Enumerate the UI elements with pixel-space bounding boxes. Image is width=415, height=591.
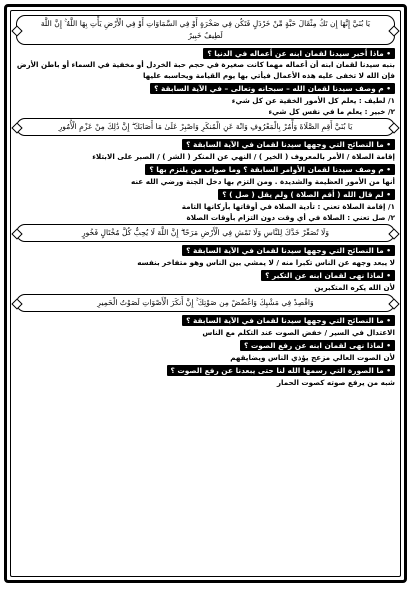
answer-text: لأن الصوت العالي مزعج يؤذي الناس ويضايقهم bbox=[230, 353, 395, 362]
quran-verse-box: يَا بُنَيَّ إِنَّهَا إِن تَكُ مِثْقَالَ حَبَّةٍ مِّنْ خَرْدَلٍ فَتَكُن فِي صَخْرَةٍ أَوْ فِي السَّمَاوَاتِ أَوْ فِي الْأَرْضِ يَأْتِ بِهَا اللَّهُ ۚ إِنَّ اللَّهَ لَطِيفٌ خَبِيرٌ bbox=[16, 15, 395, 45]
question-heading: • لماذا نهى لقمان ابنه عن رفع الصوت ؟ bbox=[240, 340, 395, 351]
answer-text: الاعتدال في السير / خفض الصوت عند التكلم مع الناس bbox=[202, 328, 395, 337]
answer-text: إقامة الصلاة / الأمر بالمعروف ( الخير ) / النهي عن المنكر ( الشر ) / الصبر على الابتلاء bbox=[92, 152, 395, 161]
question-heading: • م وصف سيدنا لقمان الله – سبحانه وتعالى – في الآية السابقة ؟ bbox=[150, 83, 395, 94]
answer-text: ١/ لطيف : يعلم كل الأمور الخفية عن كل شيء bbox=[231, 96, 395, 105]
answer-text: ١/ إقامة الصلاة تعني : تأدية الصلاة في أوقاتها بأركانها التامة bbox=[181, 202, 395, 211]
quran-verse-box: وَلَا تُصَعِّرْ خَدَّكَ لِلنَّاسِ وَلَا تَمْشِ فِي الْأَرْضِ مَرَحًا ۖ إِنَّ اللَّهَ لَا يُحِبُّ كُلَّ مُخْتَالٍ فَخُورٍ bbox=[16, 224, 395, 242]
answer-text: ٢/ خبير : يعلم ما في نفس كل شيء bbox=[268, 107, 395, 116]
question-heading: • لماذا نهى لقمان ابنه عن التكبر ؟ bbox=[261, 270, 395, 281]
answer-text: شبه من يرفع صوته كصوت الحمار bbox=[276, 378, 395, 387]
quran-verse-box: وَاقْصِدْ فِي مَشْيِكَ وَاغْضُضْ مِن صَوْتِكَ ۚ إِنَّ أَنكَرَ الْأَصْوَاتِ لَصَوْتُ الْحَمِيرِ bbox=[16, 294, 395, 312]
answer-text: بنبه سيدنا لقمان ابنه أن أعماله مهما كانت صغيرة في حجم حبة الخردل أو مخفية في السماء أو باطن الأرض فإن الله لا تخفى عليه هذه الأعمال فيأتي بها يوم القيامة ويحاسبه عليها bbox=[16, 60, 395, 80]
question-heading: • لم قال الله ( أقم الصلاة ) ولم يقل ( صل ) ؟ bbox=[218, 189, 395, 200]
answer-text: ٢/ صل تعني : الصلاة في أي وقت دون التزام بأوقات الصلاة bbox=[186, 213, 395, 222]
answer-text: لأن الله يكره المتكبرين bbox=[314, 283, 395, 292]
question-heading: • ما النصائح التي وجهها سيدنا لقمان في الآية السابقة ؟ bbox=[182, 245, 395, 256]
quran-verse-box: يَا بُنَيَّ أَقِمِ الصَّلَاةَ وَأْمُرْ بِالْمَعْرُوفِ وَانْهَ عَنِ الْمُنكَرِ وَاصْبِرْ عَلَىٰ مَا أَصَابَكَ ۖ إِنَّ ذَٰلِكَ مِنْ عَزْمِ الْأُمُورِ bbox=[16, 118, 395, 136]
question-heading: • ماذا أخبر سيدنا لقمان ابنه عن أعماله في الدنيا ؟ bbox=[203, 48, 395, 59]
answer-text: لا يبعد وجهه عن الناس تكبرا منه / لا يمشي بين الناس وهو متفاخر بنفسه bbox=[137, 258, 395, 267]
content-area bbox=[10, 10, 401, 577]
question-heading: • ما الصورة التي رسمها الله لنا حتى يبعدنا عن رفع الصوت ؟ bbox=[167, 365, 396, 376]
page-frame bbox=[4, 4, 407, 583]
answer-text: أنها من الأمور العظيمة والشديدة . ومن التزم بها دخل الجنة ورضي الله عنه bbox=[131, 177, 395, 186]
question-heading: • ما النصائح التي وجهها سيدنا لقمان في الآية السابقة ؟ bbox=[182, 315, 395, 326]
question-heading: • م وصف سيدنا لقمان الأوامر السابقة ؟ وما صواب من يلتزم بها ؟ bbox=[145, 164, 395, 175]
question-heading: • ما النصائح التي وجهها سيدنا لقمان في الآية السابقة ؟ bbox=[182, 139, 395, 150]
